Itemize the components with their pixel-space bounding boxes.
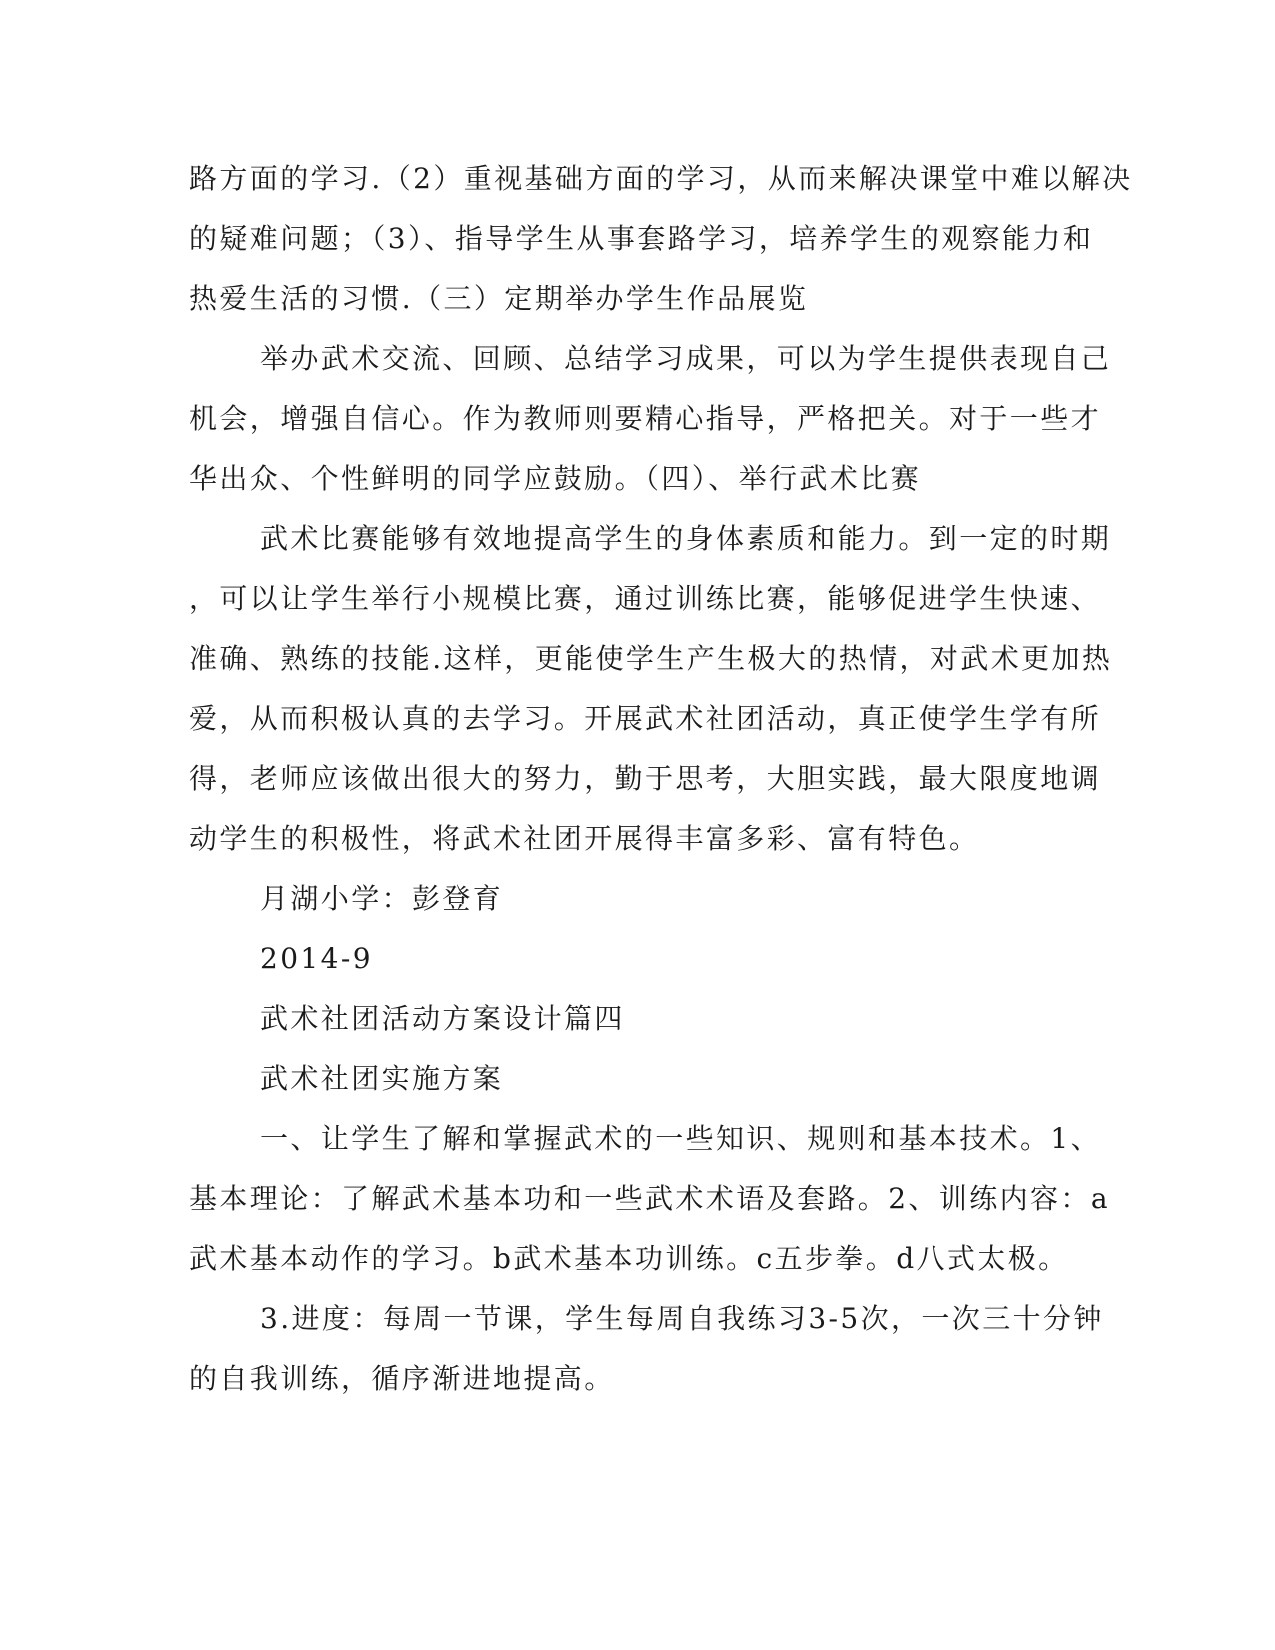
paragraph-start: 举办武术交流、回顾、总结学习成果，可以为学生提供表现自己 [260,342,1112,375]
text-line: ，可以让学生举行小规模比赛，通过训练比赛，能够促进学生快速、 [189,582,1102,615]
text-line: 得，老师应该做出很大的努力，勤于思考，大胆实践，最大限度地调 [189,762,1102,795]
section-subtitle: 武术社团实施方案 [260,1062,504,1095]
text-line: 热爱生活的习惯.（三）定期举办学生作品展览 [189,282,809,315]
text-line: 的疑难问题；（3）、指导学生从事套路学习，培养学生的观察能力和 [189,222,1094,255]
paragraph-start: 武术比赛能够有效地提高学生的身体素质和能力。到一定的时期 [260,522,1112,555]
text-line: 武术基本动作的学习。b武术基本功训练。c五步拳。d八式太极。 [189,1242,1069,1275]
paragraph-start: 一、让学生了解和掌握武术的一些知识、规则和基本技术。1、 [260,1122,1102,1155]
text-line: 动学生的积极性，将武术社团开展得丰富多彩、富有特色。 [189,822,980,855]
date-line: 2014-9 [260,942,373,975]
text-line: 爱，从而积极认真的去学习。开展武术社团活动，真正使学生学有所 [189,702,1102,735]
text-line: 华出众、个性鲜明的同学应鼓励。（四）、举行武术比赛 [189,462,922,495]
section-title: 武术社团活动方案设计篇四 [260,1002,625,1035]
author-signature: 月湖小学：彭登育 [260,882,504,915]
text-line: 准确、熟练的技能.这样，更能使学生产生极大的热情，对武术更加热 [189,642,1113,675]
paragraph-start: 3.进度：每周一节课，学生每周自我练习3-5次，一次三十分钟 [260,1302,1104,1335]
text-line: 基本理论：了解武术基本功和一些武术术语及套路。2、训练内容：a [189,1182,1110,1215]
text-line: 路方面的学习.（2）重视基础方面的学习，从而来解决课堂中难以解决 [189,162,1133,195]
text-line: 机会，增强自信心。作为教师则要精心指导，严格把关。对于一些才 [189,402,1102,435]
text-line: 的自我训练，循序渐进地提高。 [189,1362,615,1395]
